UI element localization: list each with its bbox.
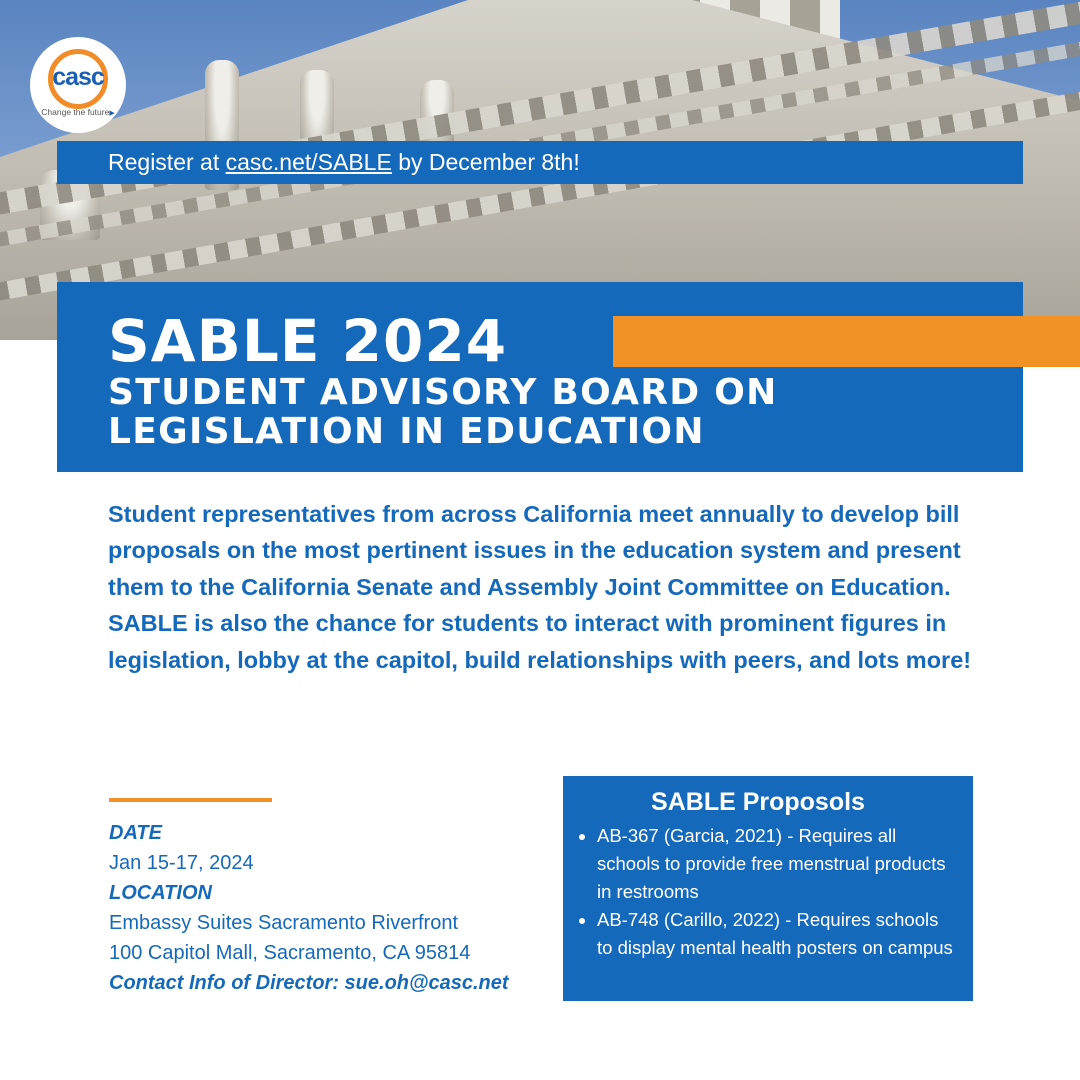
register-link[interactable]: casc.net/SABLE bbox=[225, 149, 392, 175]
proposals-box bbox=[563, 776, 973, 1001]
list-item: • AB-367 (Garcia, 2021) - Requires all schools to provide free menstrual products in restrooms bbox=[597, 822, 957, 906]
accent-bar bbox=[613, 316, 1080, 367]
proposals-heading: SABLE Proposols bbox=[651, 788, 865, 816]
logo-wordmark: casc bbox=[52, 63, 104, 91]
date-label: DATE bbox=[109, 822, 162, 844]
location-label: LOCATION bbox=[109, 882, 212, 904]
play-arrow-icon: ▶ bbox=[109, 110, 115, 117]
logo-tagline bbox=[30, 107, 126, 117]
event-subtitle: STUDENT ADVISORY BOARD ON LEGISLATION IN EDUCATION bbox=[108, 372, 778, 452]
casc-logo bbox=[30, 37, 126, 133]
event-description: Student representatives from across California meet annually to develop bill proposals on the most pertinent issues in the education system and present them to the California Senate and Assembly Joint Committee on Education. SABLE is also the chance for students to interact with prominent figures in legislation, lobby at the capitol, build relationships with peers, and lots more! bbox=[108, 501, 972, 673]
register-suffix: by December 8th! bbox=[391, 149, 580, 175]
date-value: Jan 15-17, 2024 bbox=[109, 852, 254, 874]
register-banner bbox=[57, 141, 1023, 184]
event-details bbox=[109, 818, 559, 998]
register-prefix: Register at bbox=[108, 149, 226, 175]
proposals-list bbox=[597, 822, 957, 962]
location-line-1: Embassy Suites Sacramento Riverfront bbox=[109, 912, 459, 934]
details-divider bbox=[109, 798, 272, 802]
list-item: • AB-748 (Carillo, 2022) - Requires schools to display mental health posters on campus bbox=[597, 906, 957, 962]
director-contact: Contact Info of Director: sue.oh@casc.net bbox=[109, 972, 509, 994]
location-line-2: 100 Capitol Mall, Sacramento, CA 95814 bbox=[109, 942, 471, 964]
event-title: SABLE 2024 bbox=[108, 307, 508, 375]
logo-tagline-text: Change the future bbox=[41, 107, 110, 117]
